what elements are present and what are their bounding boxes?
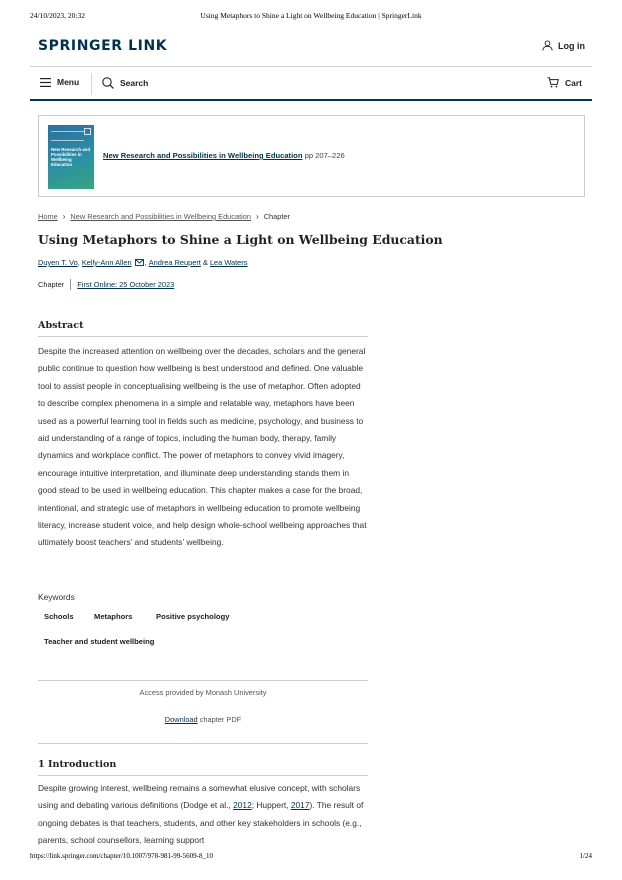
login-button[interactable] [542,40,585,51]
expand-icon [84,128,91,135]
author-link[interactable]: Duyen T. Vo [38,258,78,267]
login-label: Log in [558,40,585,51]
download-link[interactable]: Download [164,715,198,724]
menu-button[interactable] [40,77,79,87]
nav-separator [91,73,92,95]
book-info [103,151,345,160]
print-header [30,11,592,25]
content-type: Chapter [38,280,65,289]
menu-label: Menu [57,77,80,87]
breadcrumb-book[interactable]: New Research and Possibilities in Wellbeing Education [70,212,252,221]
introduction-text [38,780,378,850]
author-separator: , [77,258,80,267]
chevron-right-icon: › [62,212,66,221]
breadcrumb-current: Chapter [263,212,290,221]
page-title: Using Metaphors to Shine a Light on Wellbeing Education [38,232,443,247]
author-link[interactable]: Kelly-Ann Allen [81,258,132,267]
author-link[interactable]: Andrea Reupert [148,258,201,267]
intro-text-segment: ; Huppert, [251,800,291,811]
chapter-meta [38,279,174,290]
keyword-link[interactable]: Teacher and student wellbeing [44,637,155,646]
author-link[interactable]: Lea Waters [209,258,248,267]
access-box [38,680,368,744]
download-rest: chapter PDF [197,715,242,724]
print-page-number: 1/24 [579,852,592,860]
search-icon [102,77,114,89]
keywords-label: Keywords [38,592,75,602]
search-button[interactable] [102,77,148,89]
meta-divider [70,279,71,290]
print-datetime: 24/10/2023, 20:32 [30,11,86,20]
introduction-heading: 1 Introduction [38,759,368,776]
cart-icon [547,77,559,88]
citation-link[interactable]: 2012 [233,800,252,811]
first-online-link[interactable]: First Online: 25 October 2023 [77,280,175,289]
citation-link[interactable]: 2017 [290,800,310,811]
intro-text-segment: ). The result of ongoing debates is that teachers, students, and other key stakeholders in schools (e.g., parents, school counsellors, learning support [38,800,364,846]
search-label: Search [120,78,149,88]
author-separator: & [202,258,208,267]
breadcrumb-home[interactable]: Home [38,212,58,221]
keyword-link[interactable]: Schools [44,612,74,621]
keyword-link[interactable]: Metaphors [94,612,133,621]
abstract-text: Despite the increased attention on wellbeing over the decades, scholars and the general public continue to question how wellbeing is best understood and defined. One valuable tool to assist people in conceptualising wellbeing is the use of metaphor. Often adopted to describe complex phenomena in a simple and relatable way, metaphors have been used as a powerful learning tool in fields such as medicine, psychology, and business to aid understanding of a range of topics, including the human body, therapy, family dynamics and workplace conflict. The power of metaphors to convey vivid imagery, encourage intuitive interpretation, and illuminate deep understanding stands them in good stead to be used in wellbeing education. This chapter makes a case for the broad, intentional, and strategic use of metaphors in wellbeing education to promote wellbeing literacy, increase student voice, and help design whole-school wellbeing approaches that ultimately boost teachers’ and students’ wellbeing. [38,346,367,548]
book-cover-image[interactable] [48,125,94,189]
email-icon[interactable] [135,259,144,266]
main-nav [30,67,592,101]
cart-label: Cart [564,77,582,88]
download-pdf [38,715,368,724]
chevron-right-icon: › [256,212,259,221]
user-icon [542,40,553,51]
abstract-heading: Abstract [38,320,368,337]
book-card [38,115,585,197]
hamburger-icon [40,78,51,87]
print-footer [30,852,592,866]
book-pages: pp 207–226 [304,151,345,160]
cover-title: New Research and Possibilities in Wellbeing Education [51,147,91,167]
intro-text-segment: Despite growing interest, wellbeing remains a somewhat elusive concept, with scholars using and debating various definitions (Dodge et al., [38,783,361,811]
cart-button[interactable] [547,77,582,88]
author-separator: , [144,258,147,267]
book-title-link[interactable]: New Research and Possibilities in Wellbeing Education [103,151,303,160]
print-page-title: Using Metaphors to Shine a Light on Wellbeing Education | SpringerLink [200,11,422,20]
springer-link-logo[interactable]: SPRINGER LINK [38,38,168,54]
print-url: https://link.springer.com/chapter/10.1007/978-981-99-5609-8_10 [30,852,213,860]
breadcrumb [38,212,290,221]
cover-editors-block [51,131,84,141]
keyword-link[interactable]: Positive psychology [156,612,230,621]
author-list [38,258,247,267]
access-provider: Access provided by Monash University [139,688,267,697]
